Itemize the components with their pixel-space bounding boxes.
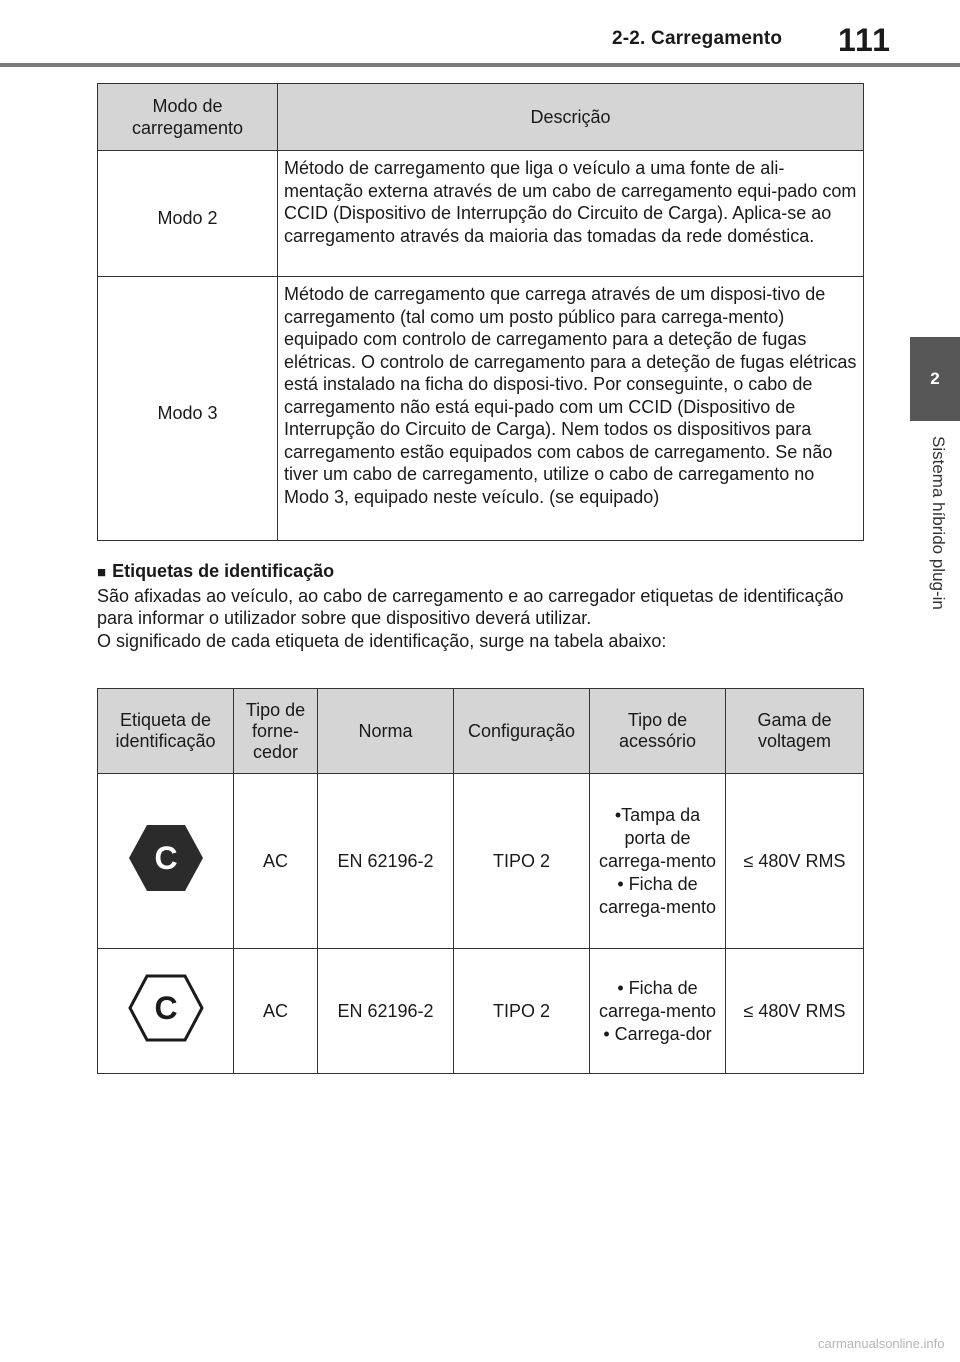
charging-modes-table (97, 83, 864, 541)
accessory-item: • Ficha de carrega-mento (598, 873, 717, 917)
chapter-number: 2 (930, 369, 940, 388)
supply-cell: AC (234, 949, 318, 1074)
column-header-mode: Modo de carregamento (98, 84, 278, 151)
table-row (98, 774, 864, 949)
column-header-label: Etiqueta de identificação (98, 689, 234, 774)
outline-hexagon-c-icon (127, 973, 205, 1043)
section-bullet: ■ (97, 564, 107, 581)
accessory-cell (590, 774, 726, 949)
identification-labels-table (97, 688, 864, 1074)
table-row (98, 151, 864, 277)
section-heading: Etiquetas de identificação (112, 561, 335, 581)
description-cell: Método de carregamento que carrega através de um disposi-tivo de carregamento (tal como um posto público para carrega-mento) equipado com controlo de carregamento para a deteção de fugas elétricas. O controlo de carregamento para a deteção de fugas elétricas está instalado na ficha do disposi-tivo. Por conseguinte, o cabo de carregamento não está equi-pado com um CCID (Dispositivo de Interrupção do Circuito de Carga). Nem todos os dispositivos para carregamento estão equipados com cabos de carregamento. Se não tiver um cabo de carregamento, utilize o cabo de carregamento no Modo 3, equipado neste veículo. (se equipado) (278, 277, 864, 541)
table-row (98, 277, 864, 541)
mode-cell: Modo 3 (98, 277, 278, 541)
table-header-row (98, 689, 864, 774)
column-header-description: Descrição (278, 84, 864, 151)
filled-hexagon-c-icon (127, 823, 205, 893)
section-paragraph: O significado de cada etiqueta de identificação, surge na tabela abaixo: (97, 630, 667, 651)
mode-cell: Modo 2 (98, 151, 278, 277)
chapter-tab (910, 337, 960, 421)
label-cell (98, 949, 234, 1074)
table-header-row (98, 84, 864, 151)
column-header-standard: Norma (318, 689, 454, 774)
page-number: 111 (838, 22, 891, 58)
column-header-supply: Tipo de forne-cedor (234, 689, 318, 774)
supply-cell: AC (234, 774, 318, 949)
identification-section (97, 560, 877, 652)
table-row (98, 949, 864, 1074)
description-cell: Método de carregamento que liga o veículo a uma fonte de ali-mentação externa através de um cabo de carregamento equi-pado com CCID (Dispositivo de Interrupção do Circuito de Carga). Aplica-se ao carregamento através da maioria das tomadas da rede doméstica. (278, 151, 864, 277)
section-title: 2-2. Carregamento (612, 28, 783, 49)
header-divider (0, 63, 960, 67)
standard-cell: EN 62196-2 (318, 949, 454, 1074)
accessory-item: •Tampa da porta de carrega-mento (598, 804, 717, 871)
watermark: carmanualsonline.info (818, 1336, 945, 1351)
section-paragraph: São afixadas ao veículo, ao cabo de carregamento e ao carregador etiquetas de identificação para informar o utilizador sobre que dispositivo deverá utilizar. (97, 585, 844, 628)
column-header-voltage: Gama de voltagem (726, 689, 864, 774)
configuration-cell: TIPO 2 (454, 774, 590, 949)
accessory-item: • Carrega-dor (603, 1023, 712, 1044)
configuration-cell: TIPO 2 (454, 949, 590, 1074)
standard-cell: EN 62196-2 (318, 774, 454, 949)
voltage-cell: ≤ 480V RMS (726, 949, 864, 1074)
voltage-cell: ≤ 480V RMS (726, 774, 864, 949)
chapter-label: Sistema híbrido plug-in (929, 436, 948, 610)
label-letter: C (153, 990, 178, 1026)
column-header-accessory: Tipo de acessório (590, 689, 726, 774)
column-header-configuration: Configuração (454, 689, 590, 774)
accessory-item: • Ficha de carrega-mento (598, 977, 717, 1021)
label-cell (98, 774, 234, 949)
label-letter: C (153, 840, 178, 876)
accessory-cell (590, 949, 726, 1074)
